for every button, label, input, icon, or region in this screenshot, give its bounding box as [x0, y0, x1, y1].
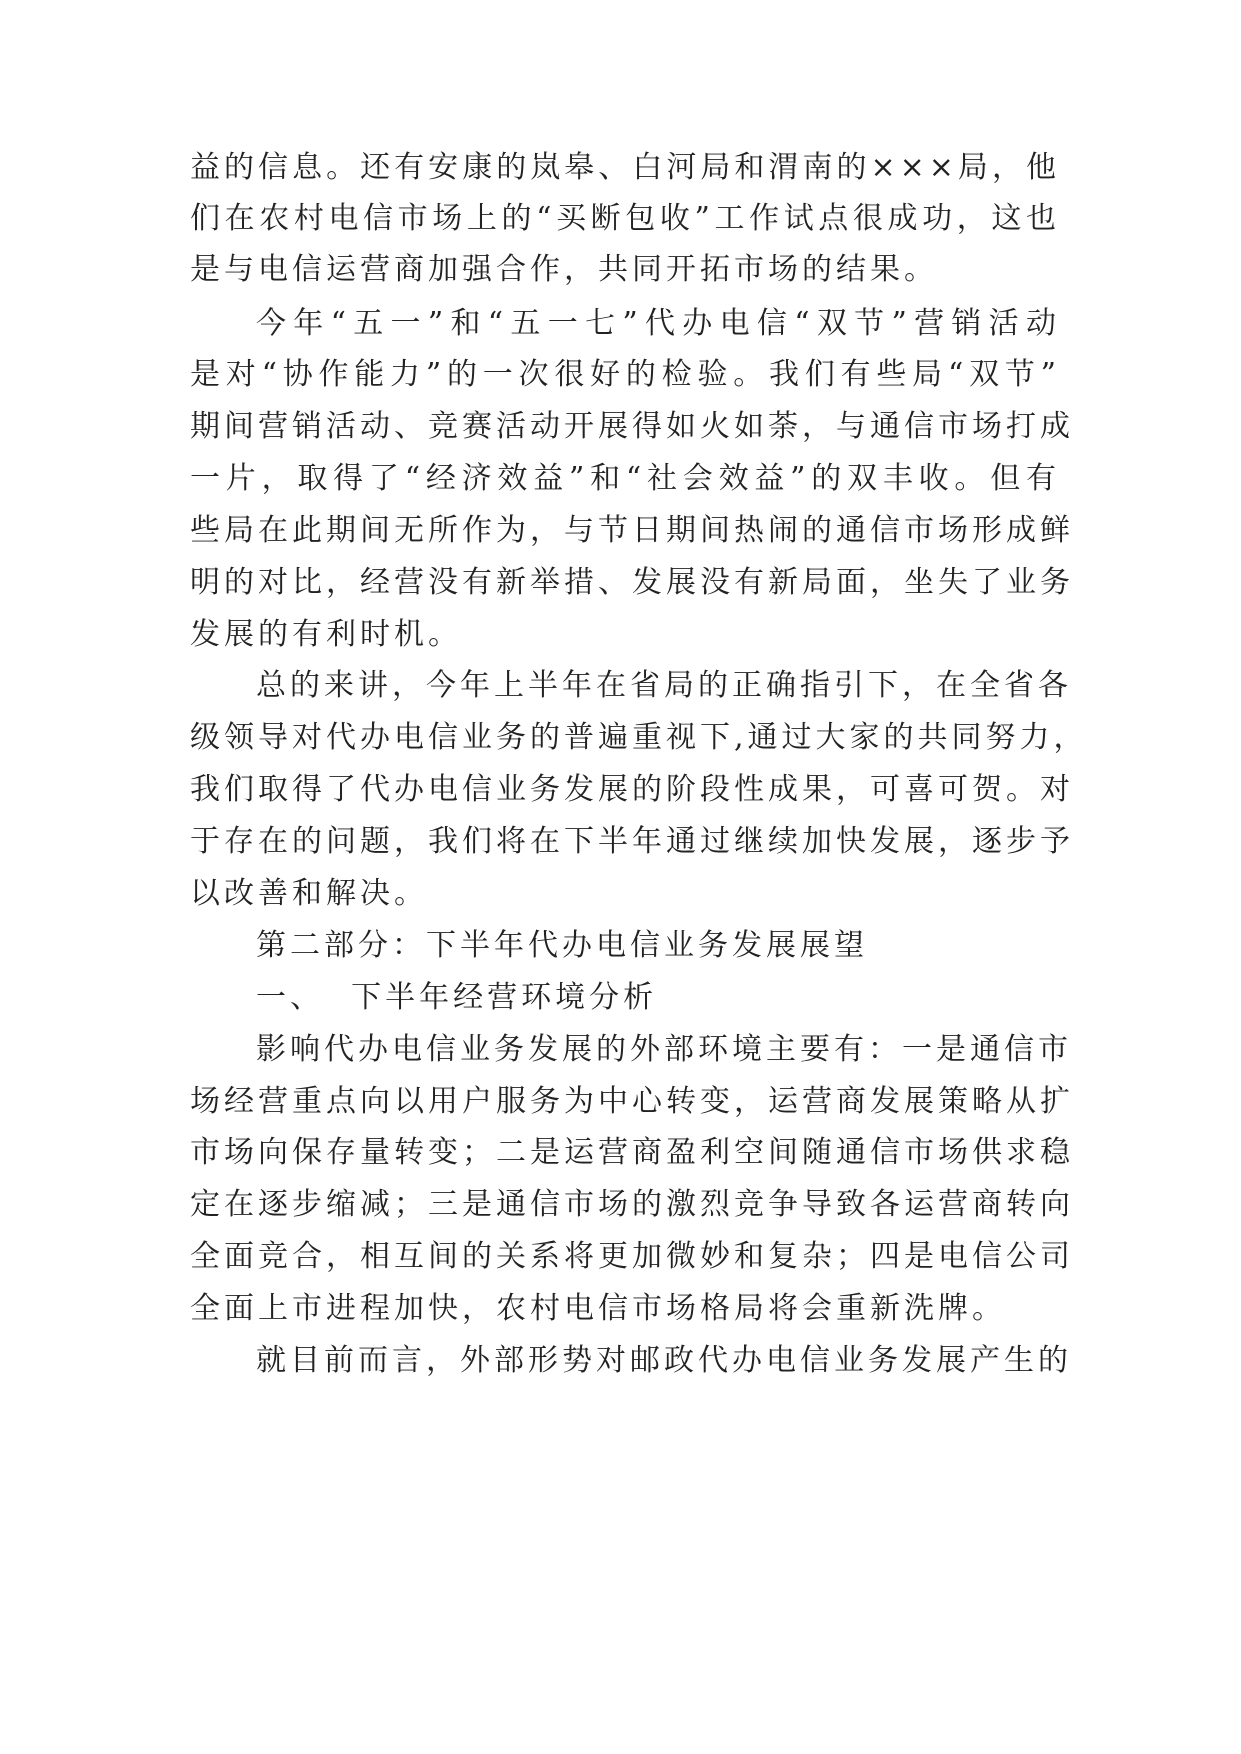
text-line: 一片，取得了“经济效益”和“社会效益”的双丰收。但有: [190, 461, 1060, 496]
text-line: 些局在此期间无所作为，与节日期间热闹的通信市场形成鲜: [190, 513, 1074, 548]
text-line: 级领导对代办电信业务的普遍重视下,通过大家的共同努力，: [190, 720, 1088, 755]
text-line: 我们取得了代办电信业务发展的阶段性成果，可喜可贺。对: [190, 772, 1074, 807]
paragraph-first-line: 就目前而言，外部形势对邮政代办电信业务发展产生的: [256, 1343, 1072, 1378]
text-line: 是与电信运营商加强合作，共同开拓市场的结果。: [190, 252, 938, 287]
text-line: 明的对比，经营没有新举措、发展没有新局面，坐失了业务: [190, 565, 1074, 600]
text-line: 们在农村电信市场上的“买断包收”工作试点很成功，这也: [190, 201, 1060, 236]
paragraph-first-line: 影响代办电信业务发展的外部环境主要有：一是通信市: [256, 1032, 1072, 1067]
text-line: 全面上市进程加快，农村电信市场格局将会重新洗牌。: [190, 1291, 1006, 1326]
text-line: 发展的有利时机。: [190, 617, 462, 652]
section-heading: 第二部分：下半年代办电信业务发展展望: [256, 928, 868, 963]
text-line: 场经营重点向以用户服务为中心转变，运营商发展策略从扩: [190, 1084, 1074, 1119]
text-line: 益的信息。还有安康的岚皋、白河局和渭南的×××局，他: [190, 150, 1060, 185]
text-line: 是对“协作能力”的一次很好的检验。我们有些局“双节”: [190, 357, 1060, 392]
text-line: 全面竞合，相互间的关系将更加微妙和复杂；四是电信公司: [190, 1239, 1074, 1274]
text-line: 期间营销活动、竞赛活动开展得如火如荼，与通信市场打成: [190, 409, 1074, 444]
text-line: 定在逐步缩减；三是通信市场的激烈竞争导致各运营商转向: [190, 1187, 1074, 1222]
text-line: 于存在的问题，我们将在下半年通过继续加快发展，逐步予: [190, 824, 1074, 859]
paragraph-first-line: 今年“五一”和“五一七”代办电信“双节”营销活动: [256, 306, 1060, 341]
subsection-heading: 一、 下半年经营环境分析: [256, 980, 658, 1015]
text-line: 以改善和解决。: [190, 876, 428, 911]
text-line: 市场向保存量转变；二是运营商盈利空间随通信市场供求稳: [190, 1135, 1074, 1170]
paragraph-first-line: 总的来讲，今年上半年在省局的正确指引下，在全省各: [256, 668, 1072, 703]
